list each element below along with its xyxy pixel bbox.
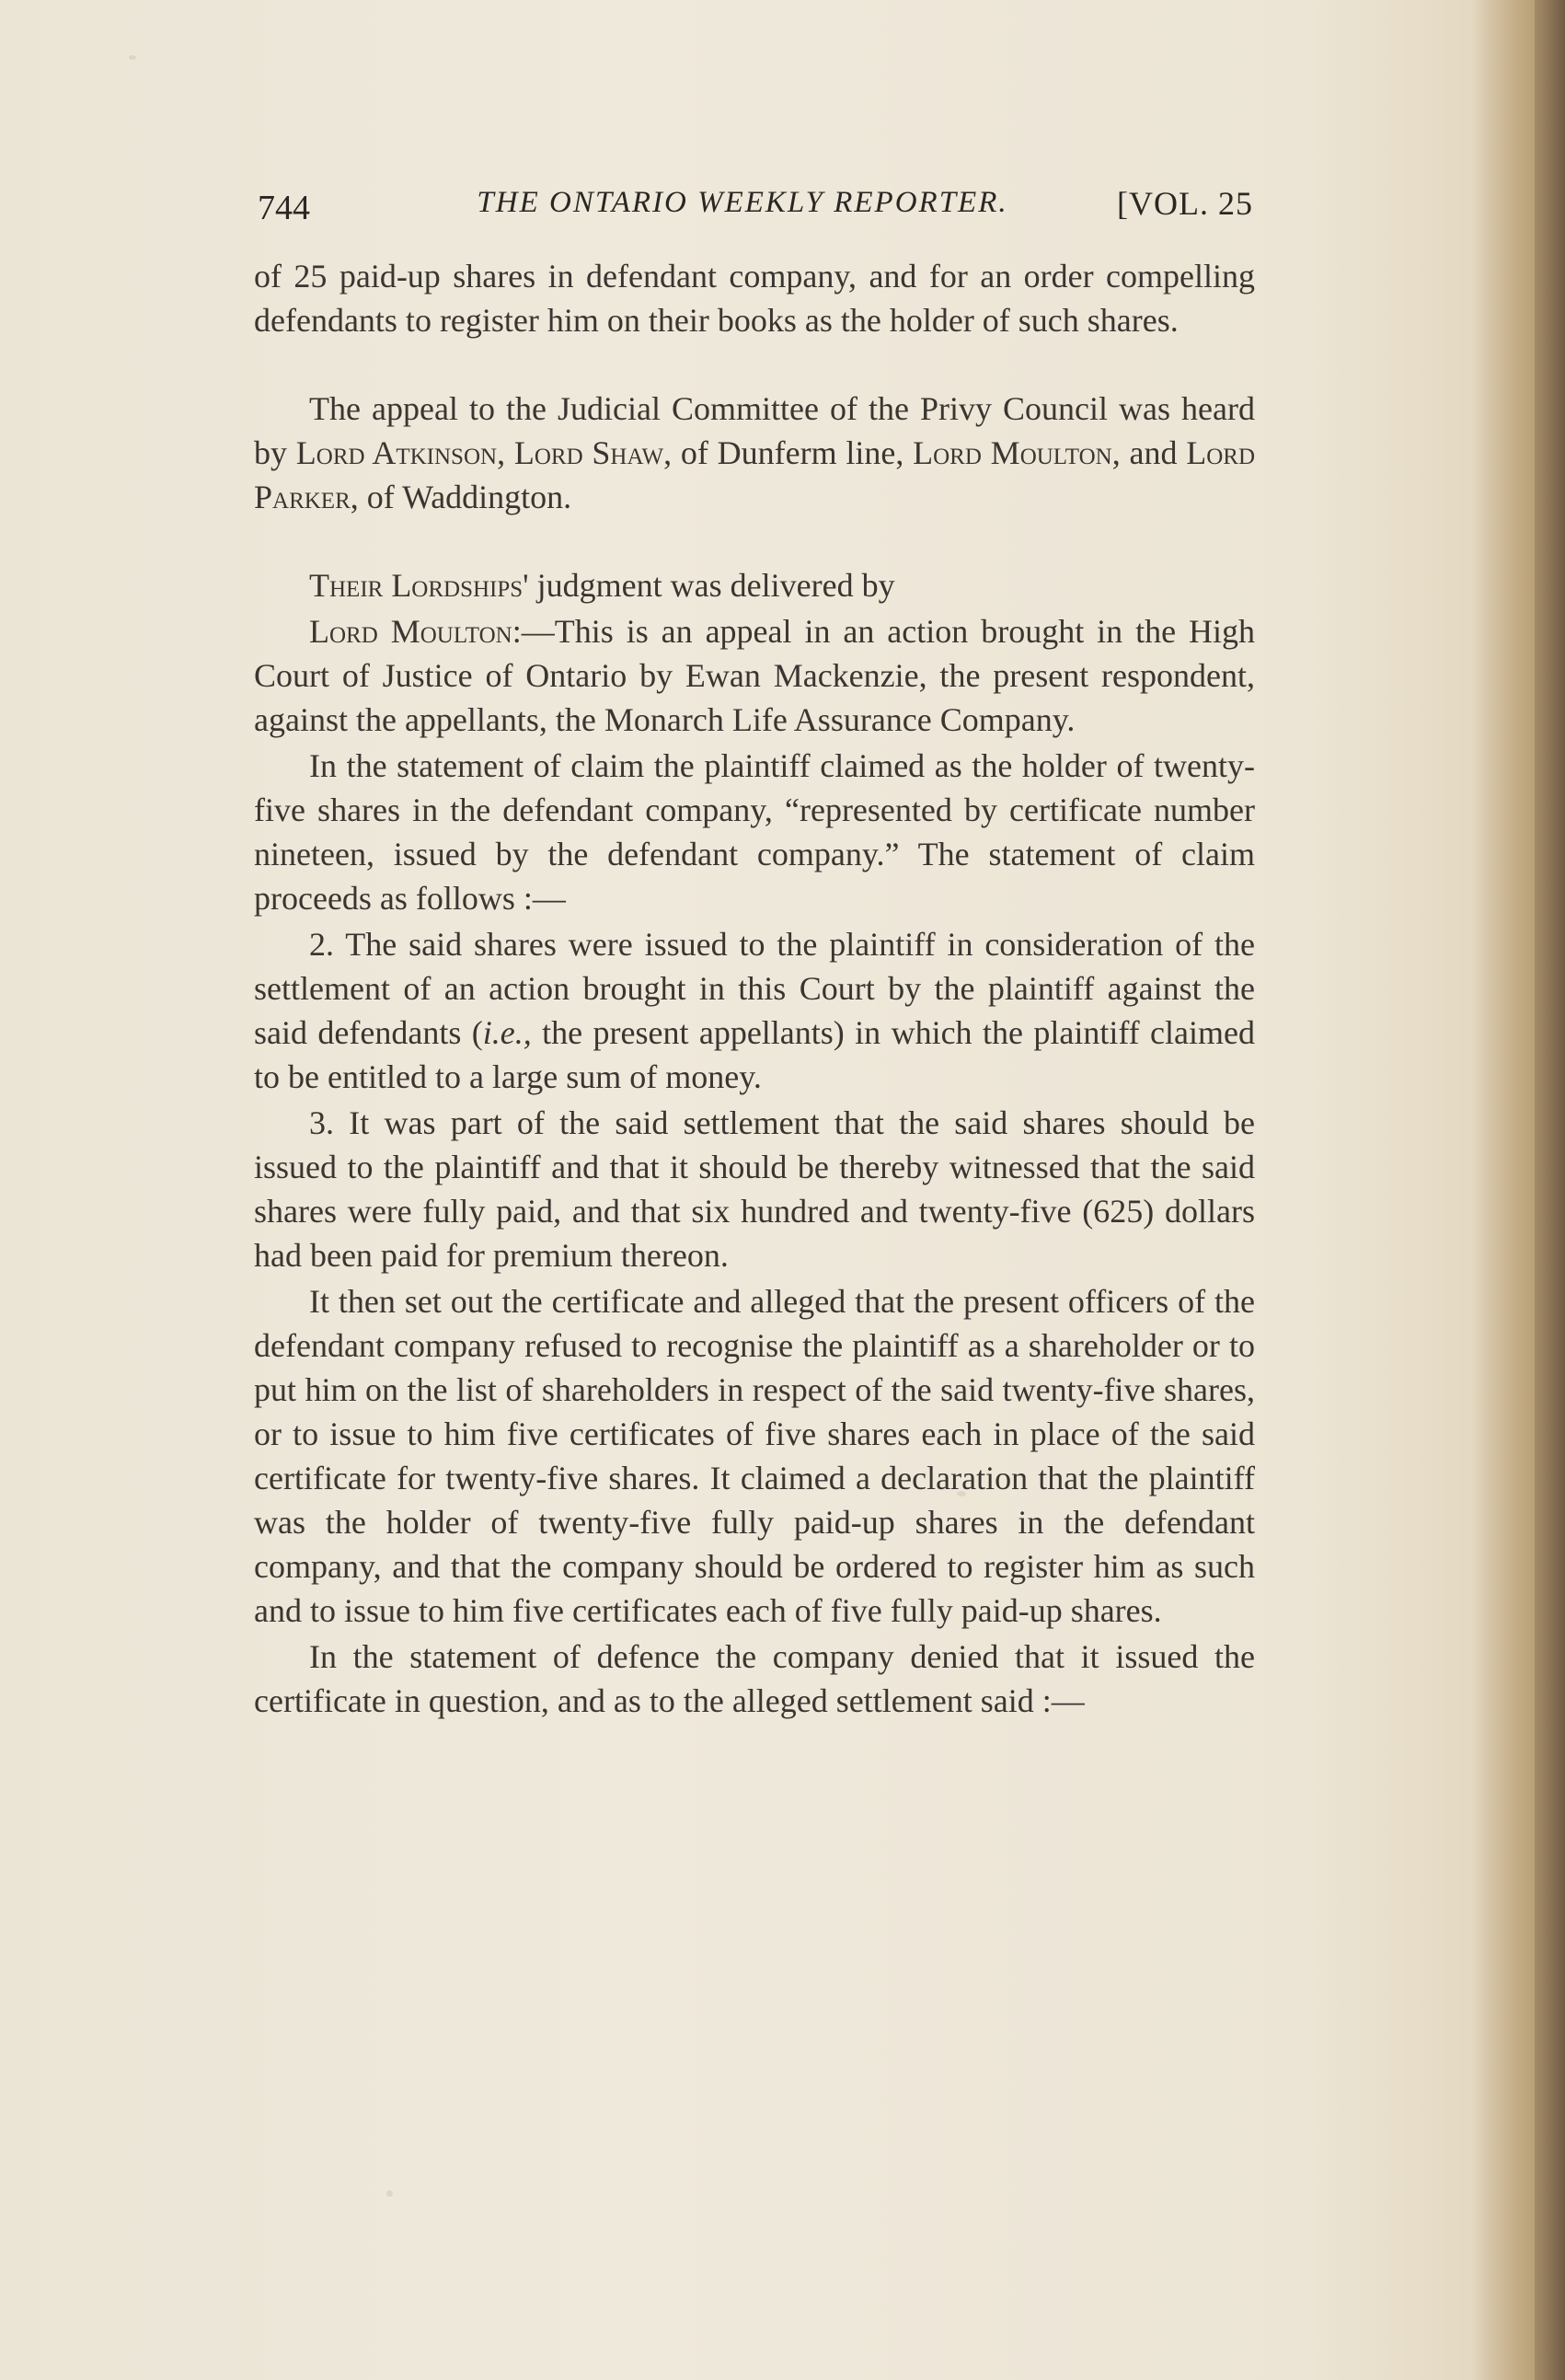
certificate-paragraph: It then set out the certificate and alleged that the present officers of the defendant company refused to recognise the plaintiff as a shareholder or to put him on the list of shareholders in respect of the said twenty-five shares, or to issue to him five certificates of five shares each in place of the said certificate for twenty-five shares. It claimed a declaration that the plaintiff was the holder of twenty-five fully paid-up shares in the defendant company, and that the company should be ordered to register him as such and to issue to him five certificates each of five fully paid-up shares.: [254, 1283, 1255, 1629]
appeal-text: The appeal to the Judicial Committee of the Privy Council was heard by: [254, 390, 1255, 471]
judgment-lordships: Their Lordships': [309, 567, 529, 604]
appeal-text: , and: [1111, 434, 1187, 471]
judgment-line: [254, 563, 1255, 607]
defence-paragraph: In the statement of defence the company denied that it issued the certificate in question, and as to the alleged settlement said :—: [254, 1638, 1255, 1719]
paper-spot: [129, 55, 136, 60]
page-body: [254, 254, 1255, 1723]
speaker-name: Lord Moulton: [309, 613, 512, 650]
judge-name: Lord Atkinson: [295, 434, 498, 471]
judge-name: Lord Shaw: [513, 434, 664, 471]
numbered-paragraph-3: 3. It was part of the said settlement that the said shares should be issued to the plaintiff and that it should be thereby witnessed that the said shares were fully paid, and that six hundred and twenty-five (625) dollars had been paid for premium thereon.: [254, 1104, 1255, 1274]
running-header: [250, 182, 1253, 237]
opening-paragraph: [254, 609, 1255, 742]
running-title: THE ONTARIO WEEKLY REPORTER.: [477, 186, 1008, 219]
numbered-paragraph-2: [254, 922, 1255, 1099]
book-page-edge: [1535, 0, 1565, 2380]
judge-name: Lord Moulton: [913, 434, 1112, 471]
judge-name: Lord Parker: [254, 434, 1256, 515]
para2-italic: i.e.,: [482, 1014, 532, 1051]
appeal-text: ,: [497, 434, 514, 471]
opening-text: :—This is an appeal in an action brought in the High Court of Justice of Ontario by Ewan Mackenzie, the present respondent, against the appellants, the Monarch Life Assurance Company.: [254, 613, 1255, 738]
volume-number: [VOL. 25: [1117, 185, 1253, 222]
continuation-paragraph: of 25 paid-up shares in defendant company, and for an order compelling defendants to register him on their books as the holder of such shares.: [254, 258, 1255, 339]
page-number: 744: [258, 189, 310, 227]
judgment-text: judgment was delivered by: [528, 567, 895, 604]
appeal-text: , of Waddington.: [350, 479, 572, 515]
paper-spot: [386, 2190, 393, 2197]
para2-text: 2. The said shares were issued to the plaintiff in consideration of the settlement of an action brought in this Court by the plaintiff against the said defendants (: [254, 926, 1255, 1051]
claim-intro-paragraph: In the statement of claim the plaintiff claimed as the holder of twenty-five shares in the defendant company, “represented by certificate number nineteen, issued by the defendant company.” The statement of claim proceeds as follows :—: [254, 747, 1255, 917]
appeal-text: , of Dunferm line,: [663, 434, 914, 471]
para2-text: the present appellants) in which the plaintiff claimed to be entitled to a large sum of money.: [254, 1014, 1255, 1095]
appeal-paragraph: [254, 387, 1255, 519]
